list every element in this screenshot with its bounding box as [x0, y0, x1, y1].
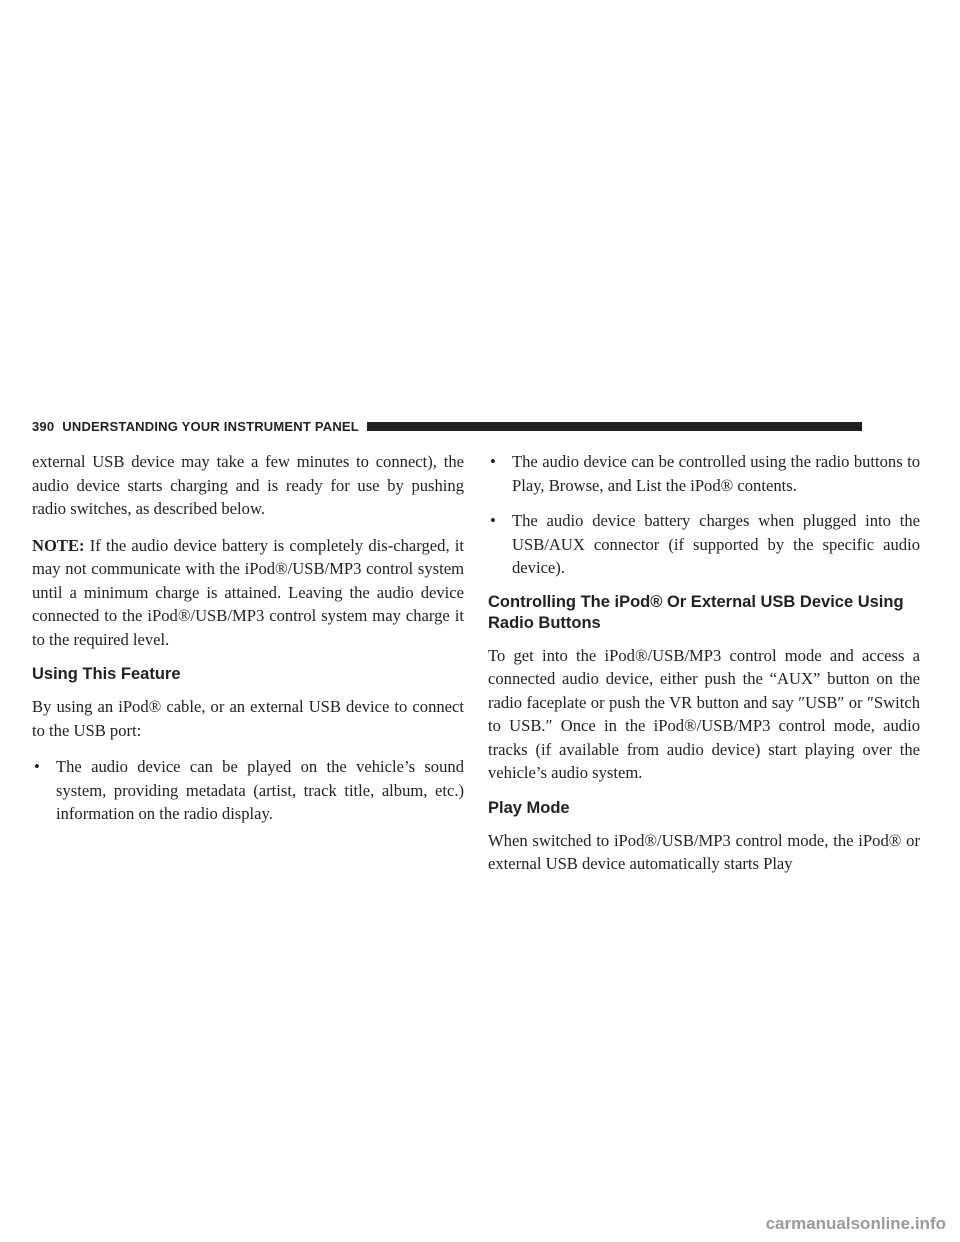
bullet-text: The audio device battery charges when plugged into the USB/AUX connector (if supported by the specific audio device).	[512, 511, 920, 577]
intro-paragraph: external USB device may take a few minutes to connect), the audio device starts charging and is ready for use by pushing radio switches, as described below.	[32, 452, 464, 518]
section-title: UNDERSTANDING YOUR INSTRUMENT PANEL	[62, 418, 359, 434]
heading-controlling: Controlling The iPod® Or External USB Device Using Radio Buttons	[488, 592, 904, 632]
page-number: 390	[32, 418, 55, 434]
list-item	[32, 755, 464, 826]
watermark: carmanualsonline.info	[765, 1214, 946, 1233]
bullet-text: The audio device can be controlled using the radio buttons to Play, Browse, and List the iPod® contents.	[512, 452, 920, 495]
bullet-icon: •	[34, 757, 40, 776]
bullet-icon: •	[490, 511, 496, 530]
left-column	[32, 450, 464, 838]
controlling-paragraph: To get into the iPod®/USB/MP3 control mode and access a connected audio device, either push the “AUX” button on the radio faceplate or push the VR button and say ″USB″ or ″Switch to USB.″ Once in the iPod®/USB/MP3 control mode, audio tracks (if available from audio device) start playing over the vehicle’s audio system.	[488, 645, 920, 782]
list-item	[488, 450, 920, 497]
heading-using-this-feature: Using This Feature	[32, 665, 181, 683]
header-rule	[367, 422, 862, 431]
note-text: If the audio device battery is completely dis-charged, it may not communicate with the iPod®/USB/MP3 control system until a minimum charge is attained. Leaving the audio device connected to the iPod®/USB/MP3 control system may charge it to the required level.	[32, 535, 464, 649]
note-paragraph	[32, 534, 464, 652]
page-header	[32, 415, 862, 437]
list-item	[488, 509, 920, 580]
right-column	[488, 450, 920, 889]
using-paragraph: By using an iPod® cable, or an external USB device to connect to the USB port:	[32, 697, 464, 740]
heading-play-mode: Play Mode	[488, 798, 570, 817]
bullet-text: The audio device can be played on the vehicle’s sound system, providing metadata (artist, track title, album, etc.) information on the radio display.	[56, 757, 464, 823]
note-label: NOTE:	[32, 535, 85, 555]
bullet-icon: •	[490, 452, 496, 471]
play-paragraph: When switched to iPod®/USB/MP3 control mode, the iPod® or external USB device automatically starts Play	[488, 830, 920, 873]
